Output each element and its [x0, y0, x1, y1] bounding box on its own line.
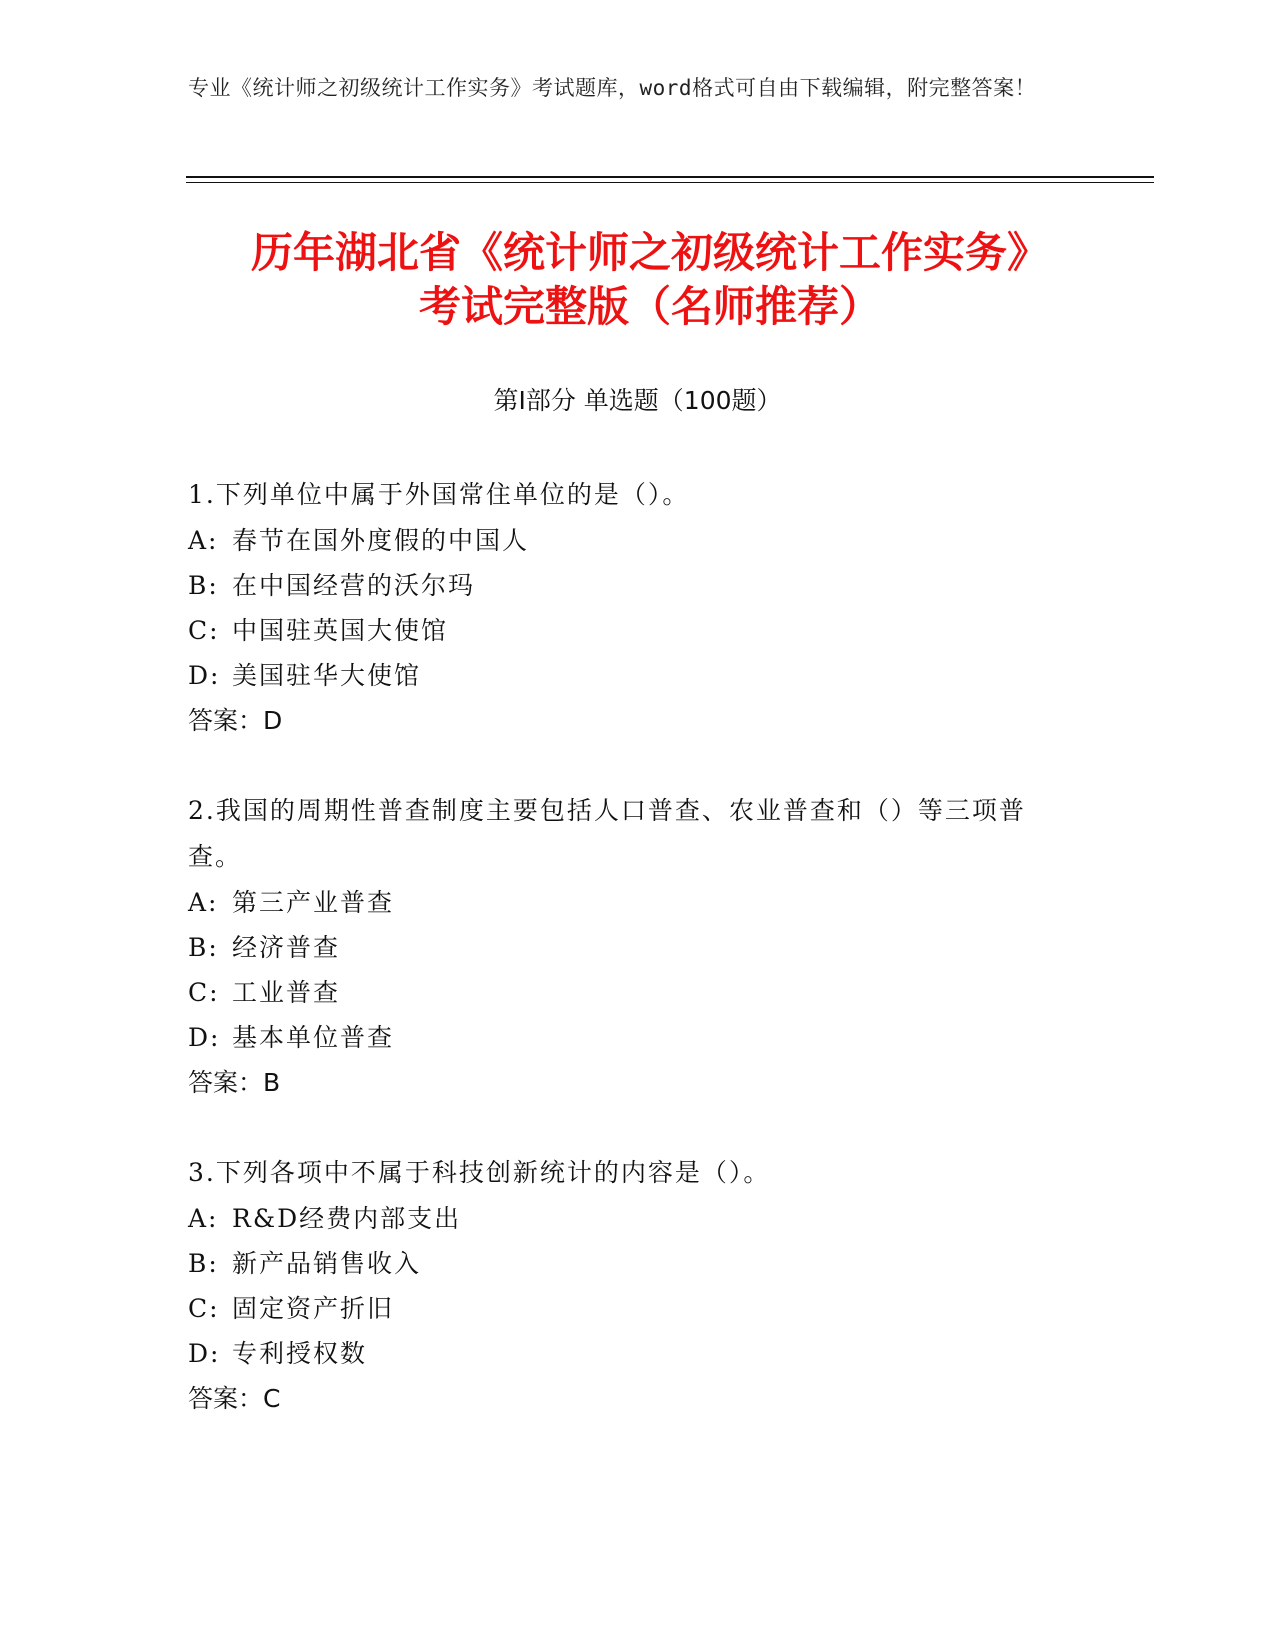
option-d [188, 1015, 1068, 1060]
answer-line: 答案：C [188, 1384, 281, 1413]
option-text: 春节在国外度假的中国人 [232, 526, 530, 555]
document-title [120, 226, 1180, 334]
option-c [188, 608, 1068, 653]
header-note: 专业《统计师之初级统计工作实务》考试题库，word格式可自由下载编辑，附完整答案！ [188, 76, 1037, 100]
option-text: 固定资产折旧 [232, 1294, 395, 1323]
option-letter: C: [188, 1294, 220, 1323]
option-text: 新产品销售收入 [232, 1249, 422, 1278]
option-a [188, 880, 1068, 925]
option-letter: C: [188, 978, 220, 1007]
option-text: 经济普查 [232, 933, 341, 962]
question-stem: 1.下列单位中属于外国常住单位的是（）。 [188, 480, 690, 509]
question-1 [188, 472, 1068, 744]
option-text: 在中国经营的沃尔玛 [232, 571, 476, 600]
option-b [188, 563, 1068, 608]
option-letter: D: [188, 661, 221, 690]
option-text: 美国驻华大使馆 [232, 661, 422, 690]
answer-line: 答案：B [188, 1068, 281, 1097]
answer-line: 答案：D [188, 706, 283, 735]
option-letter: A: [188, 888, 219, 917]
option-letter: B: [188, 933, 219, 962]
option-letter: B: [188, 571, 219, 600]
option-letter: B: [188, 1249, 219, 1278]
header-rule-thick [186, 176, 1154, 178]
option-c [188, 1286, 1068, 1331]
option-b [188, 1241, 1068, 1286]
question-stem: 2.我国的周期性普查制度主要包括人口普查、农业普查和（）等三项普查。 [188, 796, 1026, 871]
option-a [188, 518, 1068, 563]
option-letter: C: [188, 616, 220, 645]
option-letter: D: [188, 1339, 221, 1368]
option-text: 第三产业普查 [232, 888, 395, 917]
question-3 [188, 1150, 1068, 1422]
option-text: 基本单位普查 [232, 1023, 395, 1052]
option-b [188, 925, 1068, 970]
option-text: 专利授权数 [232, 1339, 368, 1368]
option-d [188, 1331, 1068, 1376]
option-a [188, 1196, 1068, 1241]
option-letter: D: [188, 1023, 221, 1052]
header-rule-thin [186, 182, 1154, 183]
option-letter: A: [188, 1204, 219, 1233]
option-text: 工业普查 [232, 978, 341, 1007]
title-line-1: 历年湖北省《统计师之初级统计工作实务》 [250, 228, 1049, 277]
question-stem: 3.下列各项中不属于科技创新统计的内容是（）。 [188, 1158, 771, 1187]
option-letter: A: [188, 526, 219, 555]
question-list [188, 472, 1068, 1466]
option-text: 中国驻英国大使馆 [232, 616, 449, 645]
option-c [188, 970, 1068, 1015]
question-2 [188, 788, 1068, 1106]
title-line-2: 考试完整版（名师推荐） [418, 282, 881, 331]
section-heading: 第I部分 单选题（100题） [493, 386, 782, 415]
option-text: R&D经费内部支出 [232, 1204, 462, 1233]
option-d [188, 653, 1068, 698]
